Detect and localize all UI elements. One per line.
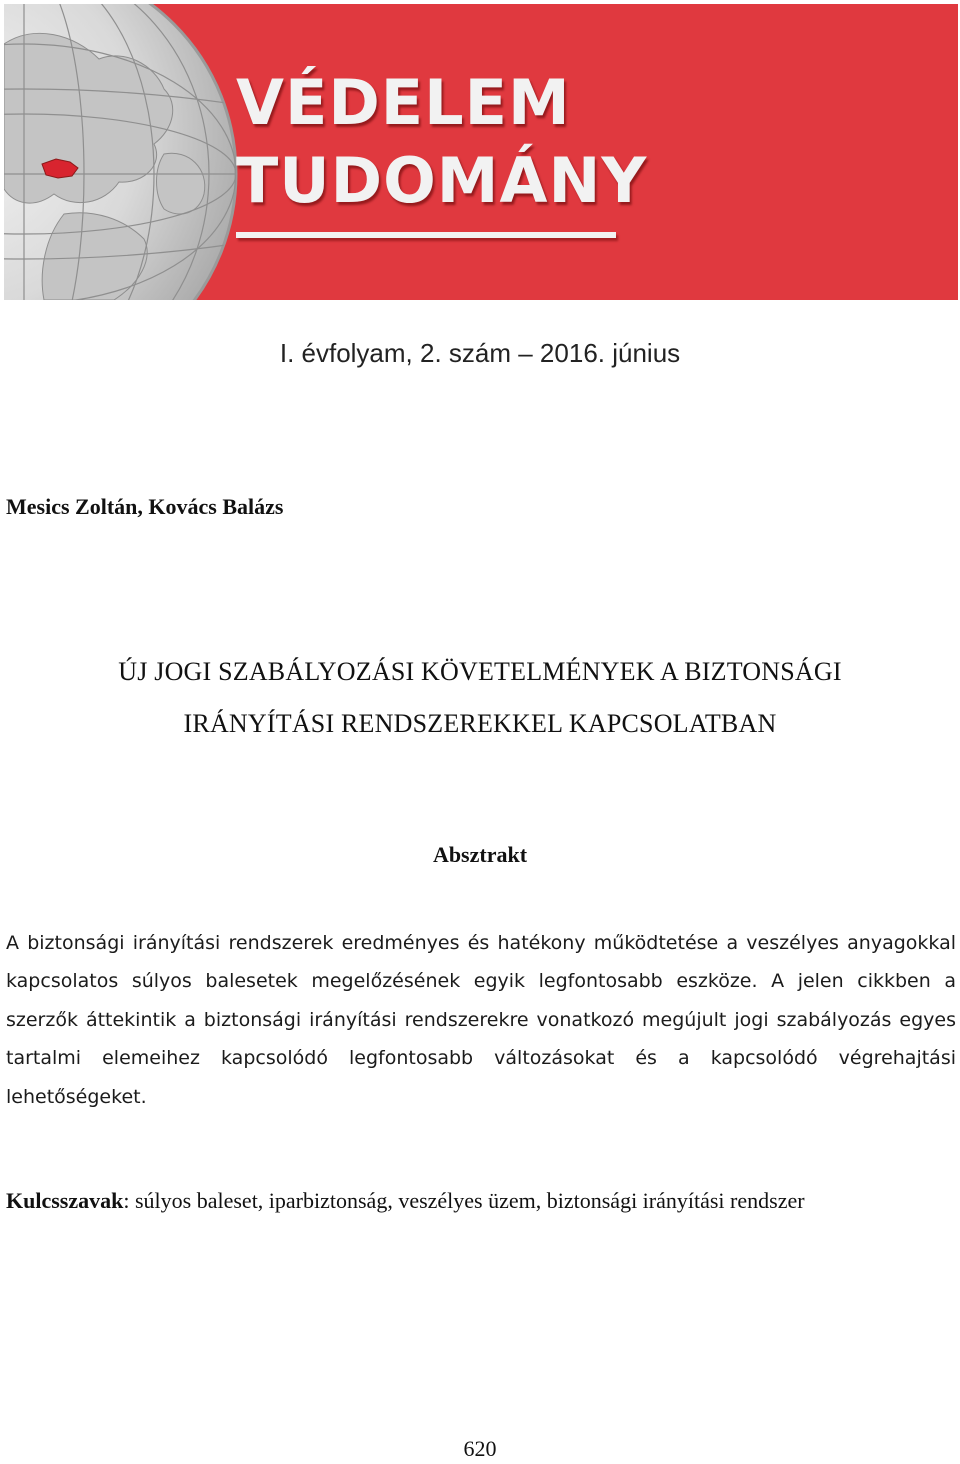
article-title-line-1: ÚJ JOGI SZABÁLYOZÁSI KÖVETELMÉNYEK A BIZTONSÁGI bbox=[118, 657, 842, 686]
keywords-label: Kulcsszavak bbox=[6, 1188, 124, 1213]
issue-info: I. évfolyam, 2. szám – 2016. június bbox=[279, 338, 681, 368]
keywords-separator: : bbox=[123, 1188, 135, 1213]
article-title bbox=[0, 646, 960, 750]
authors: Mesics Zoltán, Kovács Balázs bbox=[6, 494, 284, 519]
page-number: 620 bbox=[463, 1436, 497, 1461]
journal-banner bbox=[4, 4, 958, 300]
journal-title bbox=[236, 64, 647, 220]
journal-title-line-2: TUDOMÁNY bbox=[236, 144, 648, 217]
banner-underline bbox=[236, 232, 616, 238]
abstract-body: A biztonsági irányítási rendszerek eredményes és hatékony működtetése a veszélyes anyagokkal kapcsolatos súlyos balesetek megelőzésének egyik legfontosabb eszköze. A jelen cikkben a szerzők áttekintik a biztonsági irányítási rendszerekre vonatkozó megújult jogi szabályozás egyes tartalmi elemeihez kapcsolódó legfontosabb változásokat és a kapcsolódó végrehajtási lehetőségeket. bbox=[6, 932, 956, 1108]
keywords bbox=[6, 1188, 956, 1214]
article-title-line-2: IRÁNYÍTÁSI RENDSZEREKKEL KAPCSOLATBAN bbox=[183, 709, 777, 738]
journal-title-line-1: VÉDELEM bbox=[236, 66, 571, 139]
keywords-list: súlyos baleset, iparbiztonság, veszélyes üzem, biztonsági irányítási rendszer bbox=[134, 1188, 805, 1213]
abstract-heading: Absztrakt bbox=[432, 842, 528, 867]
